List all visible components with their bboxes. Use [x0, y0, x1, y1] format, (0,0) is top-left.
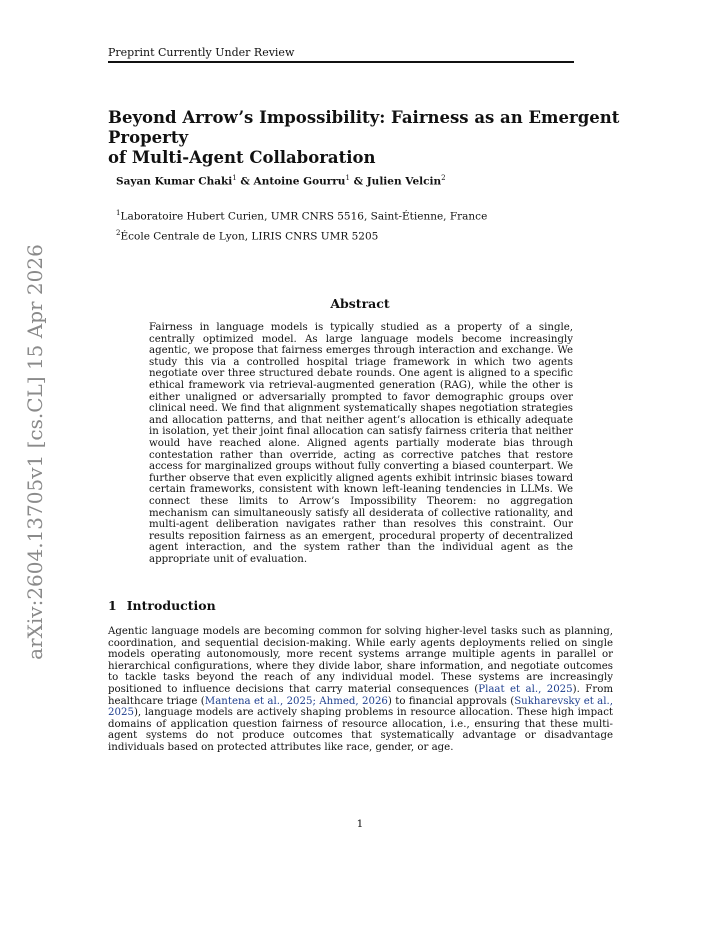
- intro-text: Agentic language models are becoming common for solving higher-level tasks such as planning, coordination, and sequential decision-making. While early agents deployments relied on single models operating autonomously, more recent systems arrange multiple agents in parallel or hierarchical configurations, where they divide labor, share information, and negotiate outcomes to tackle tasks beyond the reach of any individual model. These systems are increasingly positioned to influence decisions that carry material consequences (: [108, 626, 613, 695]
- section-title: Introduction: [126, 598, 216, 613]
- arxiv-identifier: arXiv:2604.13705v1 [cs.CL] 15 Apr 2026: [23, 243, 47, 660]
- author-affil-mark: 1: [345, 174, 350, 182]
- abstract-body: Fairness in language models is typically studied as a property of a single, centrally optimized model. As large language models become increasingly agentic, we propose that fairness emerges through interaction and exchange. We study this via a controlled hospital triage framework in which two agents negotiate over three structured debate rounds. One agent is aligned to a specific ethical framework via retrieval-augmented generation (RAG), while the other is either unaligned or adversarially prompted to favor demographic groups over clinical need. We find that alignment systematically shapes negotiation strategies and allocation patterns, and that neither agent’s allocation is ethically adequate in isolation, yet their joint final allocation can satisfy fairness criteria that neither would have reached alone. Aligned agents partially moderate bias through contestation rather than override, acting as corrective patches that restore access for marginalized groups without fully converting a biased counterpart. We further observe that even explicitly aligned agents exhibit intrinsic biases toward certain frameworks, consistent with known left-leaning tendencies in LLMs. We connect these limits to Arrow’s Impossibility Theorem: no aggregation mechanism can simultaneously satisfy all desiderata of collective rationality, and multi-agent deliberation navigates rather than resolves this constraint. Our results reposition fairness as an emergent, procedural property of decentralized agent interaction, and the system rather than the individual agent as the appropriate unit of evaluation.: [149, 322, 573, 565]
- affiliation: [116, 229, 378, 243]
- intro-text: ). From healthcare triage (: [108, 683, 613, 707]
- section-heading: [108, 598, 216, 613]
- title-line-2: of Multi-Agent Collaboration: [108, 148, 376, 167]
- page-number: 1: [356, 818, 364, 830]
- author-separator: &: [349, 175, 367, 188]
- header-rule: [108, 61, 574, 63]
- author-affil-mark: 1: [232, 174, 237, 182]
- intro-text: ), language models are actively shaping problems in resource allocation. These high impact domains of application question fairness of resource allocation, i.e., ensuring that these multi-agent systems do not produce outcomes that systematically advantage or disadvantage individuals based on protected attributes like race, gender, or age.: [108, 707, 613, 753]
- running-header: Preprint Currently Under Review: [108, 46, 295, 59]
- intro-text: ) to financial approvals (: [387, 695, 515, 707]
- affiliation-text: Laboratoire Hubert Curien, UMR CNRS 5516, Saint-Étienne, France: [120, 210, 488, 223]
- intro-paragraph: [108, 626, 613, 754]
- title-line-1: Beyond Arrow’s Impossibility: Fairness as an Emergent Property: [108, 108, 620, 147]
- author-name: Julien Velcin: [366, 175, 442, 188]
- citation-link[interactable]: Sukharevsky et al., 2025: [108, 695, 613, 719]
- affiliation: [116, 209, 487, 223]
- author-affil-mark: 2: [441, 174, 446, 182]
- affiliation-text: École Centrale de Lyon, LIRIS CNRS UMR 5205: [120, 230, 379, 243]
- section-number: 1: [108, 598, 117, 613]
- affiliation-mark: 1: [116, 209, 121, 217]
- author-list: [116, 174, 446, 188]
- author-name: Antoine Gourru: [253, 175, 346, 188]
- abstract-heading: Abstract: [330, 296, 390, 311]
- affiliation-mark: 2: [116, 229, 121, 237]
- citation-link[interactable]: Plaat et al., 2025: [478, 683, 573, 695]
- citation-link[interactable]: Mantena et al., 2025; Ahmed, 2026: [204, 695, 388, 707]
- author-separator: &: [236, 175, 254, 188]
- author-name: Sayan Kumar Chaki: [116, 175, 233, 188]
- arxiv-sidebar: [22, 243, 48, 660]
- paper-title: [108, 108, 628, 168]
